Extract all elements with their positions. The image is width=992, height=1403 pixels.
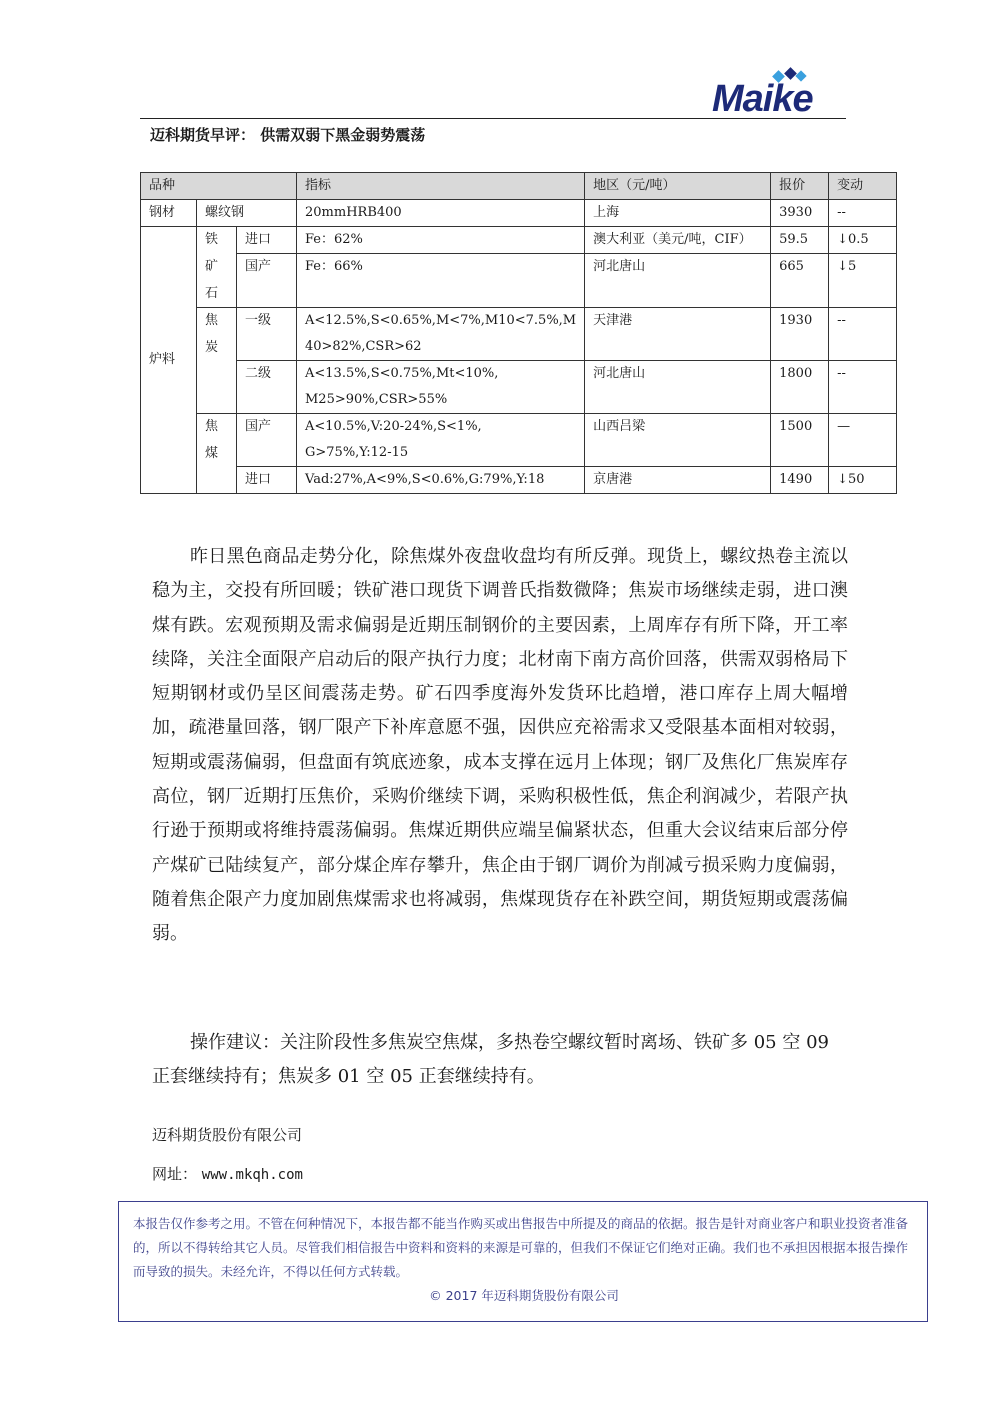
spec-cell: Fe：62% bbox=[297, 227, 585, 254]
spec-cell: Vad:27%,A<9%,S<0.6%,G:79%,Y:18 bbox=[297, 467, 585, 494]
price-table bbox=[140, 172, 897, 494]
header-divider bbox=[140, 118, 846, 119]
header-cell-region: 地区（元/吨） bbox=[585, 173, 771, 200]
header-cell-price: 报价 bbox=[771, 173, 829, 200]
table-row bbox=[141, 308, 897, 361]
price-cell: 3930 bbox=[771, 200, 829, 227]
region-cell: 澳大利亚（美元/吨，CIF） bbox=[585, 227, 771, 254]
price-cell: 665 bbox=[771, 254, 829, 308]
price-cell: 1500 bbox=[771, 414, 829, 467]
logo-text: Maike bbox=[712, 78, 813, 120]
change-cell: ↓50 bbox=[829, 467, 897, 494]
change-cell: -- bbox=[829, 308, 897, 361]
spec-cell: A<12.5%,S<0.65%,M<7%,M10<7.5%,M 40>82%,CSR>62 bbox=[297, 308, 585, 361]
coking-coal-label: 焦 煤 bbox=[197, 414, 237, 494]
price-cell: 1490 bbox=[771, 467, 829, 494]
table-row bbox=[141, 467, 897, 494]
sub-cell: 一级 bbox=[237, 308, 297, 361]
header-cell-change: 变动 bbox=[829, 173, 897, 200]
commentary-paragraph: 昨日黑色商品走势分化，除焦煤外夜盘收盘均有所反弹。现货上，螺纹热卷主流以稳为主，交投有所回暖；铁矿港口现货下调普氏指数微降；焦炭市场继续走弱，进口澳煤有跌。宏观预期及需求偏弱是近期压制钢价的主要因素，上周库存有所下降，开工率续降，关注全面限产启动后的限产执行力度；北材南下南方高价回落，供需双弱格局下短期钢材或仍呈区间震荡走势。矿石四季度海外发货环比趋增，港口库存上周大幅增加，疏港量回落，钢厂限产下补库意愿不强，因供应充裕需求又受限基本面相对较弱，短期或震荡偏弱，但盘面有筑底迹象，成本支撑在远月上体现；钢厂及焦化厂焦炭库存高位，钢厂近期打压焦价，采购价继续下调，采购积极性低，焦企利润减少，若限产执行逊于预期或将维持震荡偏弱。焦煤近期供应端呈偏紧状态，但重大会议结束后部分停产煤矿已陆续复产，部分煤企库存攀升，焦企由于钢厂调价为削减亏损采购力度偏弱，随着焦企限产力度加剧焦煤需求也将减弱，焦煤现货存在补跌空间，期货短期或震荡偏弱。 bbox=[152, 546, 848, 945]
price-cell: 1930 bbox=[771, 308, 829, 361]
category-cell: 钢材 bbox=[141, 200, 197, 227]
spec-cell: 20mmHRB400 bbox=[297, 200, 585, 227]
spec-cell: Fe：66% bbox=[297, 254, 585, 308]
table-row bbox=[141, 254, 897, 308]
report-title: 迈科期货早评： 供需双弱下黑金弱势震荡 bbox=[150, 126, 426, 144]
price-cell: 1800 bbox=[771, 361, 829, 414]
region-cell: 山西吕梁 bbox=[585, 414, 771, 467]
category-cell-furnace: 炉料 bbox=[141, 227, 197, 494]
website-line bbox=[152, 1163, 303, 1184]
region-cell: 河北唐山 bbox=[585, 361, 771, 414]
price-cell: 59.5 bbox=[771, 227, 829, 254]
coke-label: 焦 炭 bbox=[197, 308, 237, 414]
disclaimer-text: 本报告仅作参考之用。不管在何种情况下，本报告都不能当作购买或出售报告中所提及的商品的依据。报告是针对商业客户和职业投资者准备的，所以不得转给其它人员。尽管我们相信报告中资料和资料的来源是可靠的，但我们不保证它们绝对正确。我们也不承担因根据本报告操作而导致的损失。未经允许，不得以任何方式转载。 bbox=[133, 1216, 909, 1279]
iron-ore-label: 铁 矿 石 bbox=[197, 227, 237, 308]
change-cell: -- bbox=[829, 200, 897, 227]
header-cell-spec: 指标 bbox=[297, 173, 585, 200]
sub-cell: 国产 bbox=[237, 254, 297, 308]
table-row bbox=[141, 227, 897, 254]
table-row bbox=[141, 361, 897, 414]
spec-cell: A<13.5%,S<0.75%,Mt<10%, M25>90%,CSR>55% bbox=[297, 361, 585, 414]
region-cell: 京唐港 bbox=[585, 467, 771, 494]
sub-cell: 国产 bbox=[237, 414, 297, 467]
region-cell: 上海 bbox=[585, 200, 771, 227]
region-cell: 天津港 bbox=[585, 308, 771, 361]
spec-cell: A<10.5%,V:20-24%,S<1%, G>75%,Y:12-15 bbox=[297, 414, 585, 467]
website-link[interactable]: www.mkqh.com bbox=[201, 1167, 303, 1183]
table-header-row bbox=[141, 173, 897, 200]
change-cell: ↓0.5 bbox=[829, 227, 897, 254]
change-cell: — bbox=[829, 414, 897, 467]
region-cell: 河北唐山 bbox=[585, 254, 771, 308]
trading-advice: 操作建议：关注阶段性多焦炭空焦煤，多热卷空螺纹暂时离场、铁矿多 05 空 09 正套继续持有；焦炭多 01 空 05 正套继续持有。 bbox=[152, 1032, 829, 1087]
copyright-notice: © 2017 年迈科期货股份有限公司 bbox=[429, 1288, 619, 1303]
sub-cell: 进口 bbox=[237, 227, 297, 254]
header-cell-variety: 品种 bbox=[141, 173, 297, 200]
website-label: 网址： bbox=[152, 1165, 198, 1183]
company-name: 迈科期货股份有限公司 bbox=[152, 1126, 303, 1144]
change-cell: -- bbox=[829, 361, 897, 414]
sub-cell: 二级 bbox=[237, 361, 297, 414]
disclaimer-box bbox=[118, 1201, 928, 1322]
change-cell: ↓5 bbox=[829, 254, 897, 308]
table-row bbox=[141, 200, 897, 227]
table-row bbox=[141, 414, 897, 467]
product-cell: 螺纹钢 bbox=[197, 200, 297, 227]
company-logo bbox=[712, 66, 852, 122]
sub-cell: 进口 bbox=[237, 467, 297, 494]
